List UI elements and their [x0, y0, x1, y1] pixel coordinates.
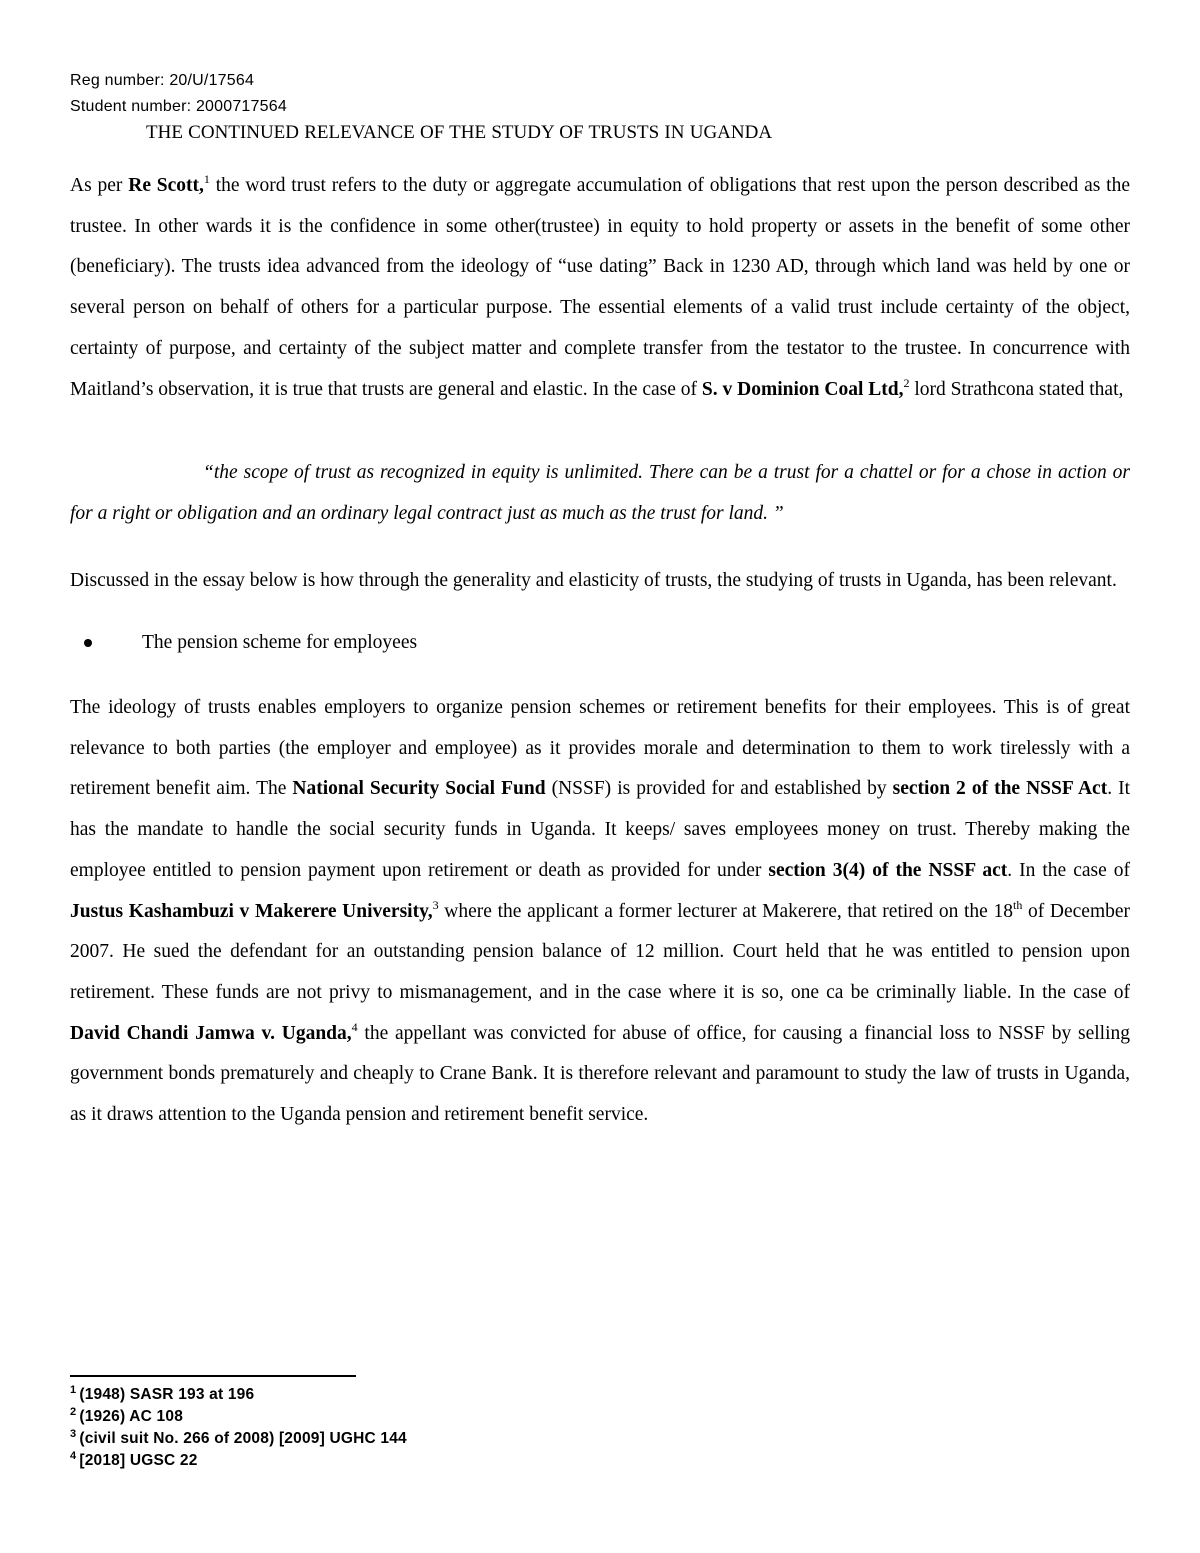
bullet-dot-icon: [84, 639, 92, 647]
footnote-item: $^1$ (1948) SASR 193 at 196: [70, 1384, 255, 1403]
footnote-separator: [70, 1375, 356, 1377]
paragraph-essay-overview: Discussed in the essay below is how through the generality and elasticity of trusts, the studying of trusts in Uganda, has been relevant.: [70, 569, 1117, 591]
paragraph-introduction: As per Re Scott,$^1$ the word trust refers to the duty or aggregate accumulation of obligations that rest upon the person described as the trustee. In other wards it is the confidence in some other(trustee) in equity to hold property or assets in the benefit of some other (beneficiary). The trusts idea advanced from the ideology of “use dating” Back in 1230 AD, through which land was held by one or several person on behalf of others for a particular purpose. The essential elements of a valid trust include certainty of the object, certainty of purpose, and certainty of the subject matter and complete transfer from the testator to the trustee. In concurrence with Maitland’s observation, it is true that trusts are general and elastic. In the case of S. v Dominion Coal Ltd,$^2$ lord Strathcona stated that,: [70, 172, 1130, 400]
document-title: THE CONTINUED RELEVANCE OF THE STUDY OF TRUSTS IN UGANDA: [146, 122, 773, 143]
footnote-ref-1[interactable]: 1: [203, 172, 210, 186]
paragraph-pension-scheme: The ideology of trusts enables employers to organize pension schemes or retirement benefits for their employees. This is of great relevance to both parties (the employer and employee) as it provides morale and determination to them to work tirelessly with a retirement benefit aim. The National Security Social Fund (NSSF) is provided for and established by section 2 of the NSSF Act. It has the mandate to handle the social security funds in Uganda. It keeps/ saves employees money on trust. Thereby making the employee entitled to pension payment upon retirement or death as provided for under section 3(4) of the NSSF act. In the case of Justus Kashambuzi v Makerere University,$^3$ where the applicant a former lecturer at Makerere, that retired on the 18th of December 2007. He sued the defendant for an outstanding pension balance of 12 million. Court held that he was entitled to pension upon retirement. These funds are not privy to mismanagement, and in the case where it is so, one ca be criminally liable. In the case of David Chandi Jamwa v. Uganda,$^4$ the appellant was convicted for abuse of office, for causing a financial loss to NSSF by selling government bonds prematurely and cheaply to Crane Bank. It is therefore relevant and paramount to study the law of trusts in Uganda, as it draws attention to the Uganda pension and retirement benefit service.: [70, 697, 1131, 1126]
reg-number: Reg number: 20/U/17564: [70, 72, 255, 89]
student-number: Student number: 2000717564: [70, 98, 287, 115]
footnote-item: $^3$ (civil suit No. 266 of 2008) [2009] UGHC 144: [70, 1428, 407, 1447]
case-name-kashambuzi: Justus Kashambuzi v Makerere University,: [70, 900, 433, 922]
footnote-item: $^2$ (1926) AC 108: [70, 1406, 184, 1425]
block-quote: “the scope of trust as recognized in equity is unlimited. There can be a trust for a chattel or for a chose in action or for a right or obligation and an ordinary legal contract just as much as the trust for land. ”: [70, 462, 1130, 524]
bold-nssf: National Security Social Fund: [292, 778, 546, 800]
footnotes: [70, 1384, 407, 1472]
footnote-ref-4[interactable]: 4: [351, 1019, 358, 1034]
ordinal-suffix: th: [1012, 897, 1023, 912]
bold-section-3-4: section 3(4) of the NSSF act: [768, 859, 1008, 881]
bullet-heading-text: The pension scheme for employees: [142, 632, 418, 654]
footnote-item: $^4$ [2018] UGSC 22: [70, 1450, 198, 1469]
case-name-jamwa: David Chandi Jamwa v. Uganda,: [70, 1022, 352, 1044]
bold-section-2: section 2 of the NSSF Act: [892, 778, 1108, 800]
bullet-heading: [70, 623, 1130, 664]
footnote-ref-2[interactable]: 2: [903, 375, 910, 390]
case-name-dominion-coal: S. v Dominion Coal Ltd,: [701, 378, 904, 400]
footnote-ref-3[interactable]: 3: [432, 897, 439, 912]
case-name-re-scott: Re Scott,: [128, 175, 204, 196]
